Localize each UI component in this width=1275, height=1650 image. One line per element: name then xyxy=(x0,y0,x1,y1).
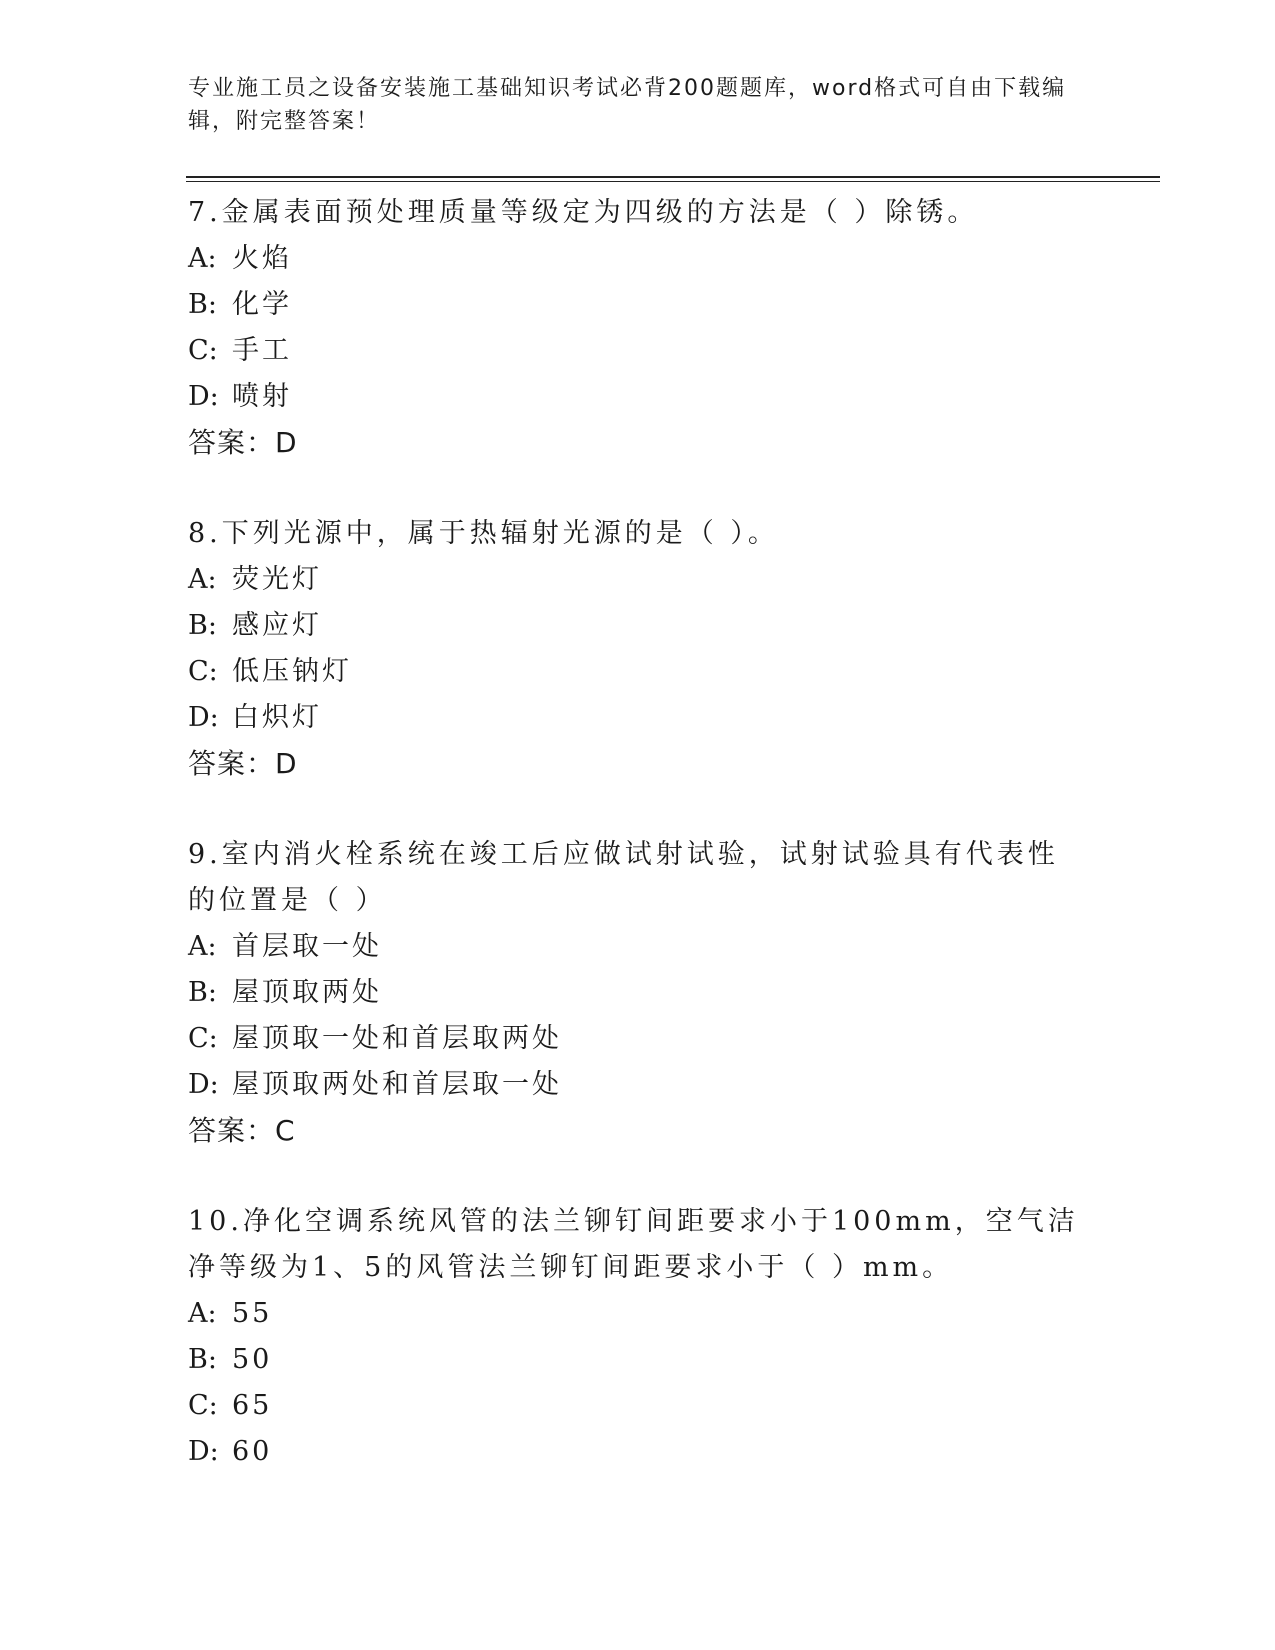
option-text: 手工 xyxy=(232,335,292,366)
option-key: C: xyxy=(188,335,218,366)
question-text: 金属表面预处理质量等级定为四级的方法是（ ）除锈。 xyxy=(221,197,979,228)
option-text: 感应灯 xyxy=(232,610,322,641)
option-a xyxy=(188,1291,1088,1337)
option-text: 荧光灯 xyxy=(232,564,322,595)
option-text: 屋顶取两处 xyxy=(232,977,382,1008)
answer-line: 答案：C xyxy=(188,1114,296,1147)
option-key: D: xyxy=(188,381,219,412)
option-text: 低压钠灯 xyxy=(232,656,352,687)
option-text: 屋顶取一处和首层取两处 xyxy=(232,1023,562,1054)
option-text: 55 xyxy=(232,1298,273,1329)
option-text: 首层取一处 xyxy=(232,931,382,962)
option-c xyxy=(188,1016,1088,1062)
answer-line: 答案：D xyxy=(188,426,298,459)
option-key: D: xyxy=(188,1436,219,1467)
option-text: 喷射 xyxy=(232,381,292,412)
question-text: 下列光源中，属于热辐射光源的是（ ）。 xyxy=(221,518,779,549)
option-text: 60 xyxy=(232,1436,273,1467)
option-key: B: xyxy=(188,289,217,320)
option-a xyxy=(188,557,1088,603)
header-rule-thick xyxy=(186,176,1160,178)
option-text: 火焰 xyxy=(232,243,292,274)
questions-list xyxy=(188,190,1088,1520)
question-stem xyxy=(188,1199,1088,1291)
option-text: 50 xyxy=(232,1344,273,1375)
option-text: 白炽灯 xyxy=(232,702,322,733)
option-b xyxy=(188,603,1088,649)
answer-line: 答案：D xyxy=(188,747,298,780)
question-text: 室内消火栓系统在竣工后应做试射试验，试射试验具有代表性的位置是（ ） xyxy=(188,839,1059,916)
option-key: C: xyxy=(188,1023,218,1054)
document-header: 专业施工员之设备安装施工基础知识考试必背200题题库，word格式可自由下载编辑，附完整答案！ xyxy=(188,76,1067,134)
header-rule-thin xyxy=(186,181,1160,182)
option-c xyxy=(188,328,1088,374)
question-number: 9. xyxy=(188,839,222,870)
option-key: D: xyxy=(188,702,219,733)
option-key: B: xyxy=(188,610,217,641)
option-b xyxy=(188,282,1088,328)
option-c xyxy=(188,649,1088,695)
option-key: A: xyxy=(188,564,217,595)
option-d xyxy=(188,1429,1088,1475)
option-d xyxy=(188,374,1088,420)
option-key: A: xyxy=(188,243,217,274)
option-key: A: xyxy=(188,1298,217,1329)
option-b xyxy=(188,970,1088,1016)
option-d xyxy=(188,695,1088,741)
question-stem xyxy=(188,511,1088,557)
option-key: C: xyxy=(188,656,218,687)
question-stem xyxy=(188,832,1088,924)
question-7 xyxy=(188,190,1088,466)
question-stem xyxy=(188,190,1088,236)
question-8 xyxy=(188,511,1088,787)
option-text: 屋顶取两处和首层取一处 xyxy=(232,1069,562,1100)
option-key: B: xyxy=(188,1344,217,1375)
option-c xyxy=(188,1383,1088,1429)
option-key: B: xyxy=(188,977,217,1008)
option-b xyxy=(188,1337,1088,1383)
question-number: 7. xyxy=(188,197,222,228)
option-key: D: xyxy=(188,1069,219,1100)
option-d xyxy=(188,1062,1088,1108)
question-number: 8. xyxy=(188,518,222,549)
option-a xyxy=(188,924,1088,970)
option-key: A: xyxy=(188,931,217,962)
option-text: 化学 xyxy=(232,289,292,320)
question-9 xyxy=(188,832,1088,1154)
option-a xyxy=(188,236,1088,282)
question-text: 净化空调系统风管的法兰铆钉间距要求小于100mm，空气洁净等级为1、5的风管法兰铆钉间距要求小于（ ）mm。 xyxy=(188,1206,1079,1283)
question-number: 10. xyxy=(188,1206,243,1237)
option-key: C: xyxy=(188,1390,218,1421)
question-10 xyxy=(188,1199,1088,1475)
option-text: 65 xyxy=(232,1390,273,1421)
